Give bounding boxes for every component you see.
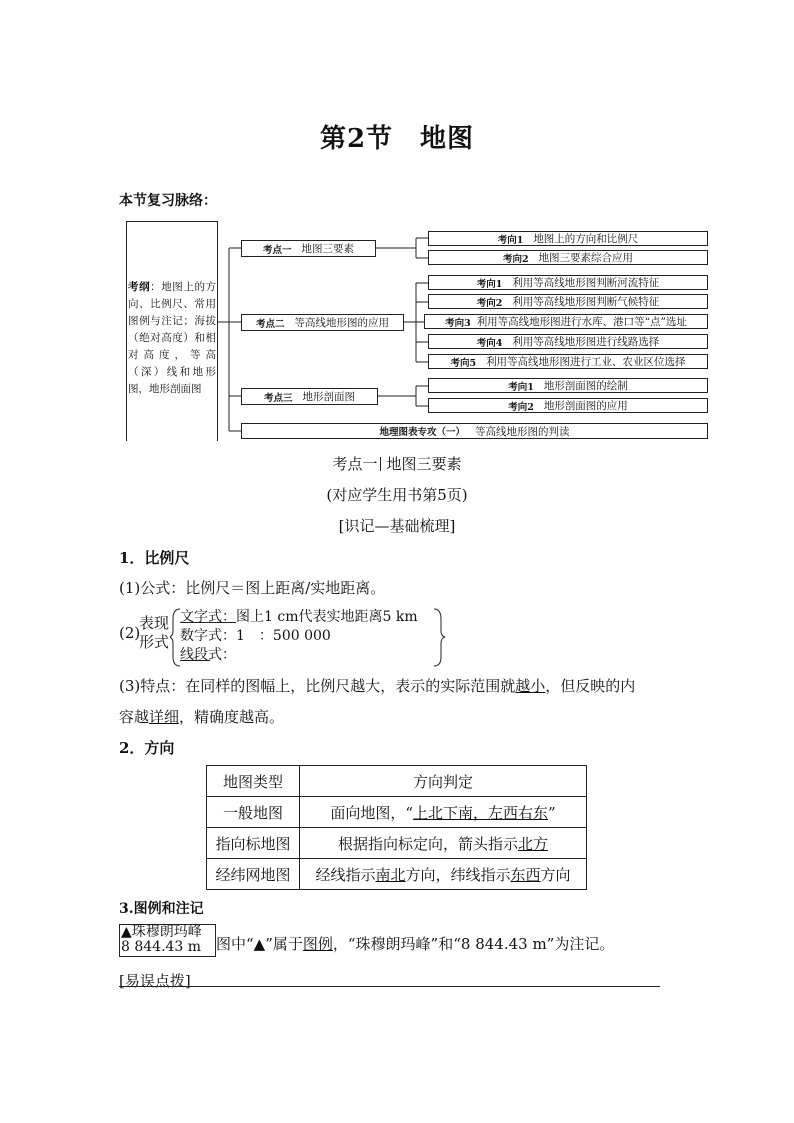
- forms-label: 表现 形式: [139, 614, 170, 651]
- outline-text: 考纲：地图上的方向、比例尺、常用图例与注记；海拔（绝对高度）和相对高度，等高（深）线和地形图，地形剖面图: [128, 281, 217, 395]
- table-cell: 经线指示南北方向，纬线指示东西方向: [300, 859, 587, 890]
- table-header-cell: 方向判定: [300, 766, 587, 797]
- table-cell: 指向标地图: [207, 828, 300, 859]
- form-numeric: 数字式：1 ：500 000: [180, 628, 331, 644]
- section-reference: (对应学生用书第5页): [326, 486, 468, 504]
- forms-prefix: (2): [119, 624, 141, 642]
- direction-table: [206, 765, 587, 890]
- section-tag: [识记—基础梳理]: [338, 517, 456, 535]
- table-cell: 面向地图，“上北下南，左西右东”: [300, 797, 587, 828]
- topic-2-direction-4: 考向4 利用等高线地形图进行线路选择: [428, 334, 708, 349]
- form-underline-1: [180, 622, 236, 623]
- topic-1-direction-2: 考向2 地图三要素综合应用: [428, 250, 708, 265]
- legend-example-box: ▲珠穆朗玛峰 8 844.43 m: [119, 924, 216, 957]
- table-row: [207, 828, 587, 859]
- table-row: [207, 859, 587, 890]
- topic-2-direction-5: 考向5 利用等高线地形图进行工业、农业区位选择: [428, 354, 708, 369]
- table-cell: 经纬网地图: [207, 859, 300, 890]
- form-text: 文字式：图上1 cm代表实地距离5 km: [180, 609, 418, 625]
- topic-1-direction-1: 考向1 地图上的方向和比例尺: [428, 231, 708, 246]
- form-line: 线段式：: [180, 647, 236, 663]
- topic-2-direction-3: 考向3 利用等高线地形图进行水库、港口等“点”选址: [424, 314, 708, 329]
- special-topic-box: 地理图表专攻（一） 等高线地形图的判读: [241, 423, 708, 439]
- table-row: [207, 797, 587, 828]
- scale-heading: 1．比例尺: [119, 549, 190, 567]
- direction-heading: 2．方向: [119, 739, 175, 757]
- table-cell: 根据指向标定向，箭头指示北方: [300, 828, 587, 859]
- table-header-cell: 地图类型: [207, 766, 300, 797]
- form-underline-2: [180, 660, 210, 661]
- topic-2-box: 考点二 等高线地形图的应用: [241, 314, 404, 331]
- topic-3-direction-2: 考向2 地形剖面图的应用: [428, 398, 708, 413]
- table-header-row: [207, 766, 587, 797]
- pitfall-label: [易误点拨]: [119, 972, 191, 990]
- review-label: 本节复习脉络：: [119, 193, 217, 209]
- topic-3-direction-1: 考向1 地形剖面图的绘制: [428, 378, 708, 393]
- scale-feature: (3)特点：在同样的图幅上，比例尺越大，表示的实际范围就越小，但反映的内: [119, 677, 636, 695]
- scale-feature-cont: 容越详细，精确度越高。: [119, 708, 285, 726]
- table-cell: 一般地图: [207, 797, 300, 828]
- topic-1-box: 考点一 地图三要素: [241, 240, 376, 257]
- legend-heading: 3.图例和注记: [119, 901, 204, 917]
- page-title: 第2节 地图: [319, 124, 475, 154]
- topic-2-direction-2: 考向2 利用等高线地形图判断气候特征: [428, 294, 708, 309]
- legend-text: 图中“▲”属于图例，“珠穆朗玛峰”和“8 844.43 m”为注记。: [216, 935, 615, 953]
- topic-3-box: 考点三 地形剖面图: [241, 388, 378, 405]
- pitfall-line: [119, 986, 660, 987]
- topic-2-direction-1: 考向1 利用等高线地形图判断河流特征: [428, 275, 708, 290]
- section-heading: 考点一 地图三要素: [332, 455, 462, 473]
- scale-formula: (1)公式：比例尺＝图上距离/实地距离。: [119, 579, 386, 597]
